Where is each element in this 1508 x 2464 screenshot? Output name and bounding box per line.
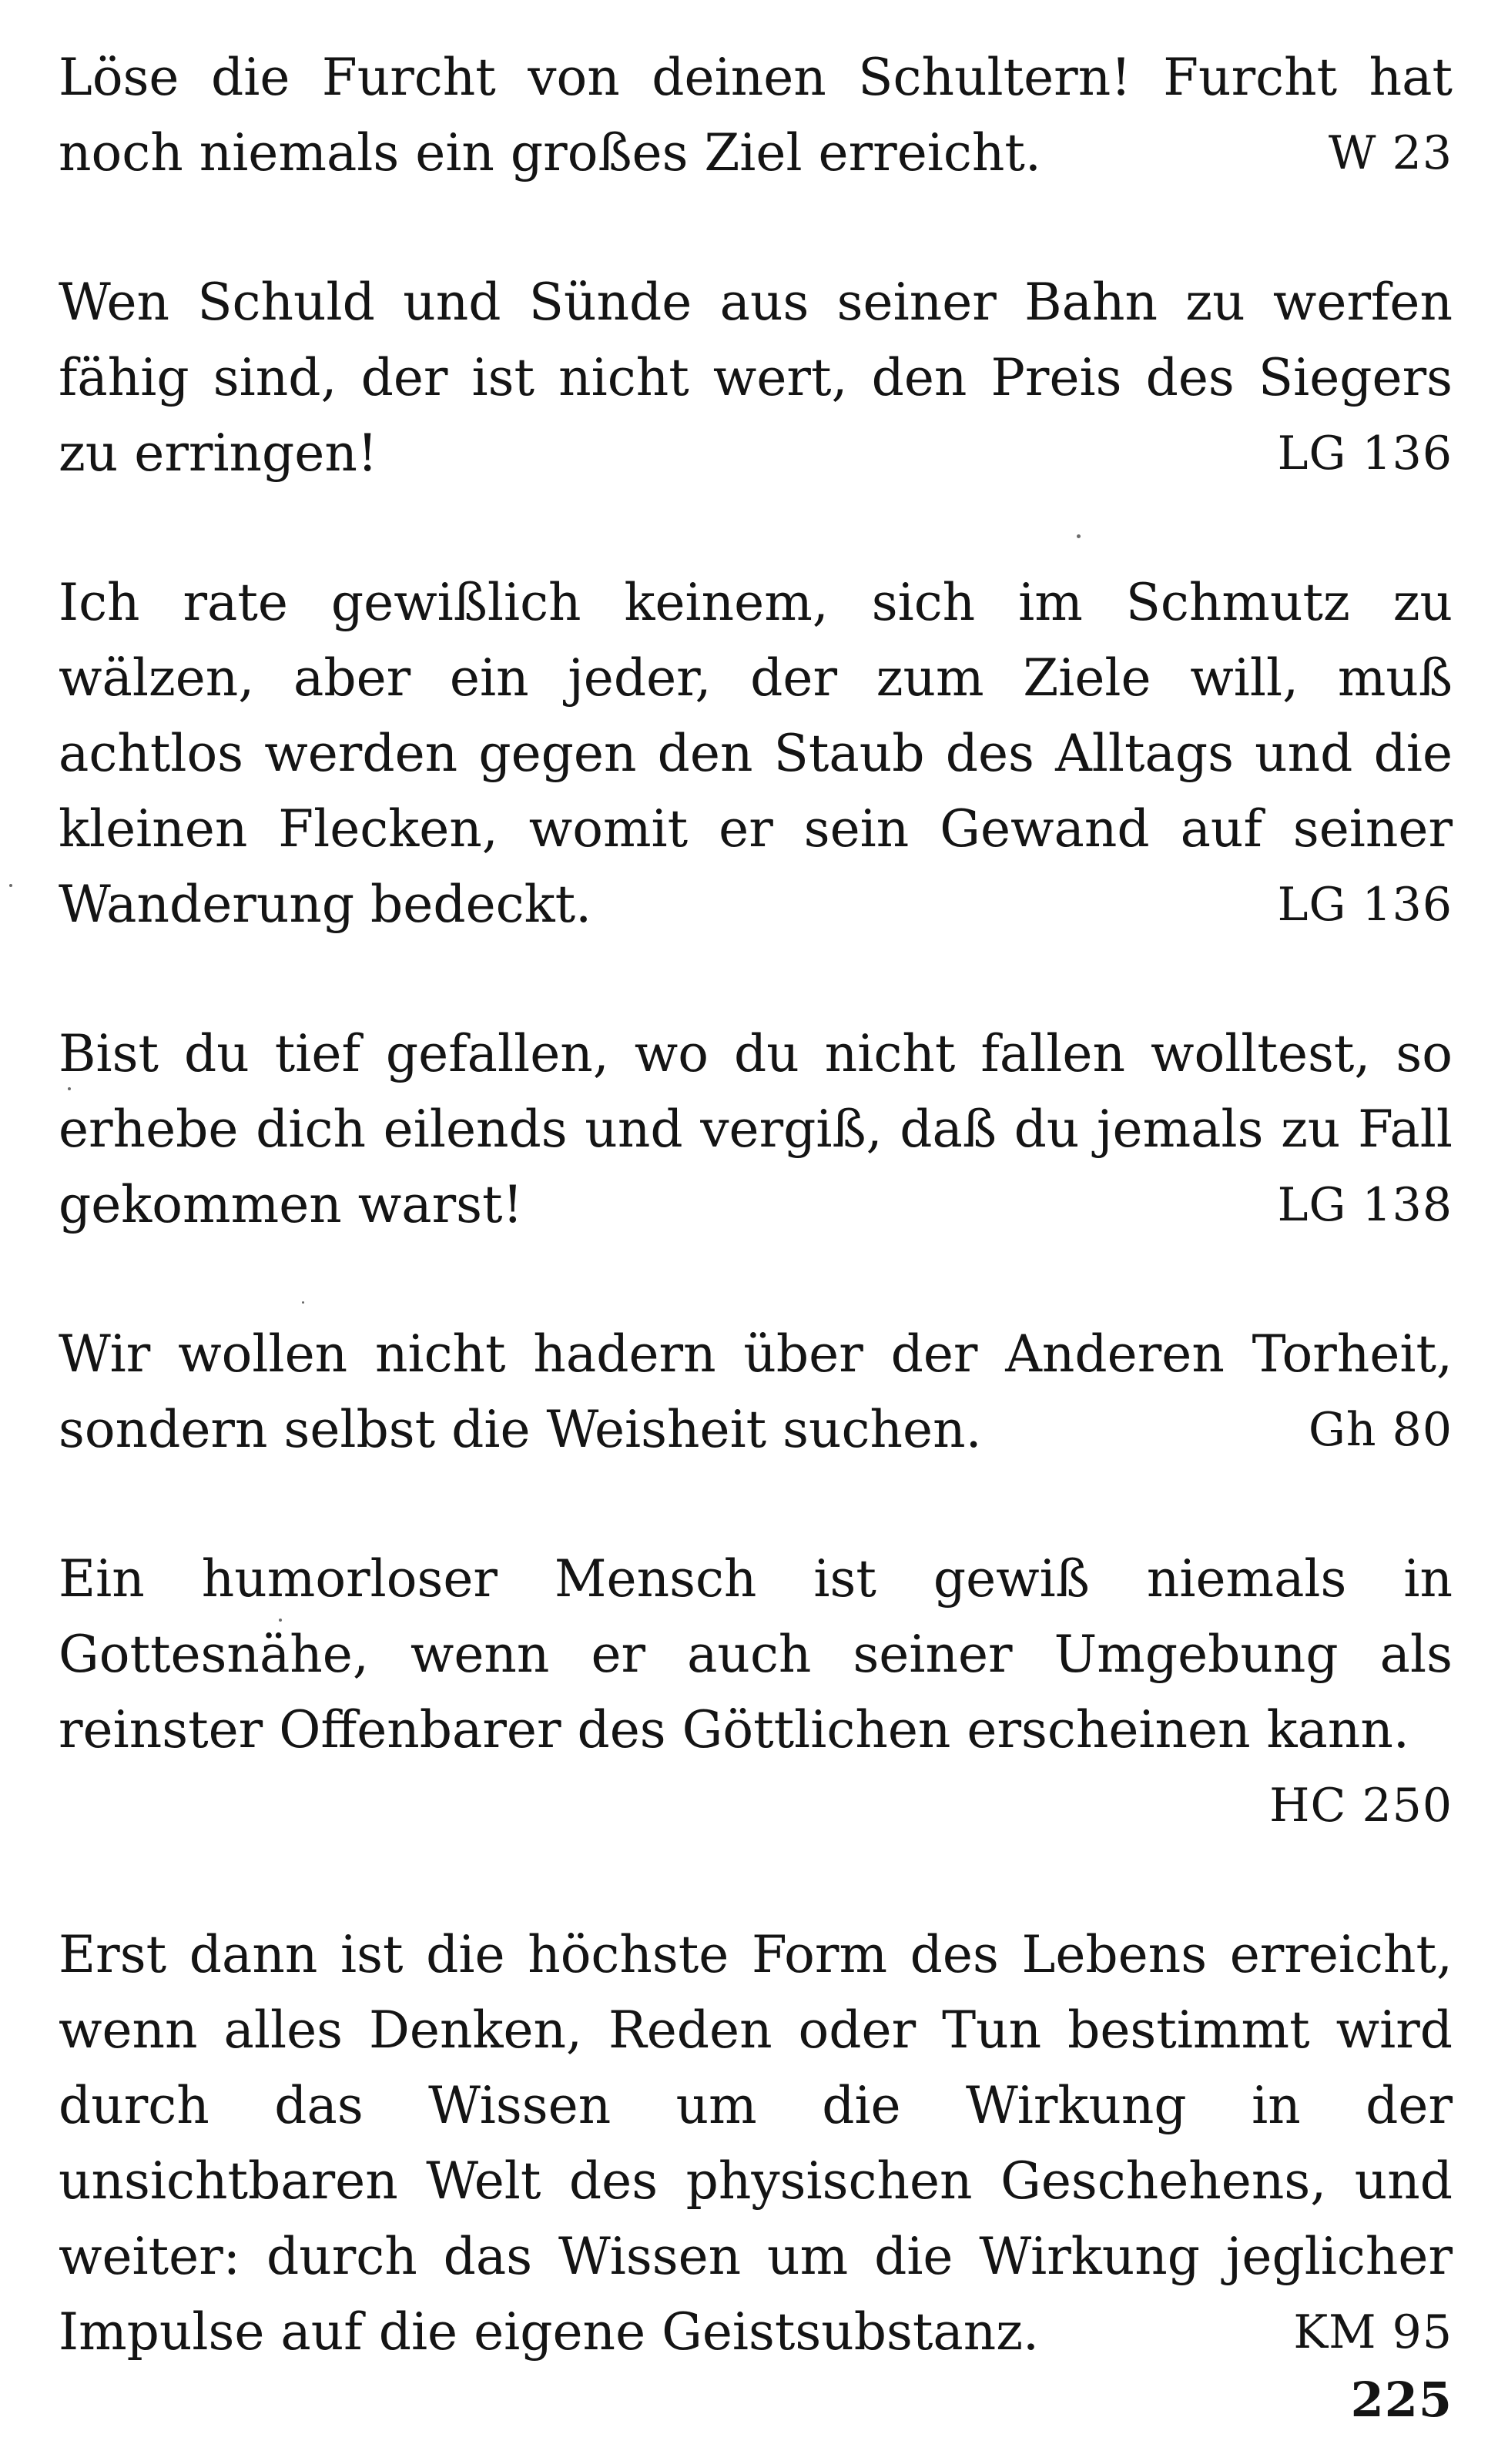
scan-speck	[9, 884, 12, 887]
quote-list	[59, 40, 1453, 2444]
quote-7-text: Erst dann ist die höchste Form des Lebens erreicht, wenn alles Denken, Reden oder Tun bestimmt wird durch das Wissen um die Wirkung in der unsichtbaren Welt des physischen Geschehens, und weiter: durch das Wissen um die Wirkung jeglicher Impulse auf die eigene Geistsubstanz.	[59, 1925, 1453, 2362]
quote-7-source: KM 95	[1293, 2305, 1453, 2359]
quote-6-text: Ein humorloser Mensch ist gewiß niemals in Gottesnähe, wenn er auch seiner Umgebung als reinster Offenbarer des Göttlichen erscheinen kann.	[59, 1549, 1453, 1759]
scan-speck	[68, 1087, 71, 1090]
quote-2-source: LG 136	[1277, 427, 1453, 480]
scan-speck	[1077, 534, 1081, 538]
quote-5-text: Wir wollen nicht hadern über der Anderen Torheit, sondern selbst die Weisheit suchen.	[59, 1324, 1453, 1459]
quote-4-text: Bist du tief gefallen, wo du nicht fallen wolltest, so erhebe dich eilends und vergiß, daß du jemals zu Fall gekommen warst!	[59, 1024, 1453, 1234]
quote-3-text: Ich rate gewißlich keinem, sich im Schmutz zu wälzen, aber ein jeder, der zum Ziele will, muß achtlos werden gegen den Staub des Alltags und die kleinen Flecken, womit er sein Gewand auf seiner Wanderung bedeckt.	[59, 573, 1453, 934]
quote-2	[59, 265, 1453, 491]
scan-speck	[279, 1619, 282, 1622]
quote-6-source: HC 250	[1269, 1779, 1453, 1833]
quote-1	[59, 40, 1453, 191]
quote-3	[59, 565, 1453, 942]
quote-3-source: LG 136	[1277, 878, 1453, 932]
quote-2-text: Wen Schuld und Sünde aus seiner Bahn zu werfen fähig sind, der ist nicht wert, den Preis des Siegers zu erringen!	[59, 273, 1453, 483]
quote-5	[59, 1317, 1453, 1468]
quote-6	[59, 1542, 1453, 1843]
quote-4	[59, 1016, 1453, 1243]
page-number: 225	[1350, 2372, 1453, 2428]
quote-7	[59, 1917, 1453, 2370]
quote-1-source: W 23	[1328, 126, 1453, 180]
quote-1-text: Löse die Furcht von deinen Schultern! Furcht hat noch niemals ein großes Ziel erreicht.	[59, 48, 1453, 182]
scan-speck	[302, 1301, 304, 1304]
quote-4-source: LG 138	[1277, 1178, 1453, 1232]
quote-5-source: Gh 80	[1309, 1403, 1453, 1457]
